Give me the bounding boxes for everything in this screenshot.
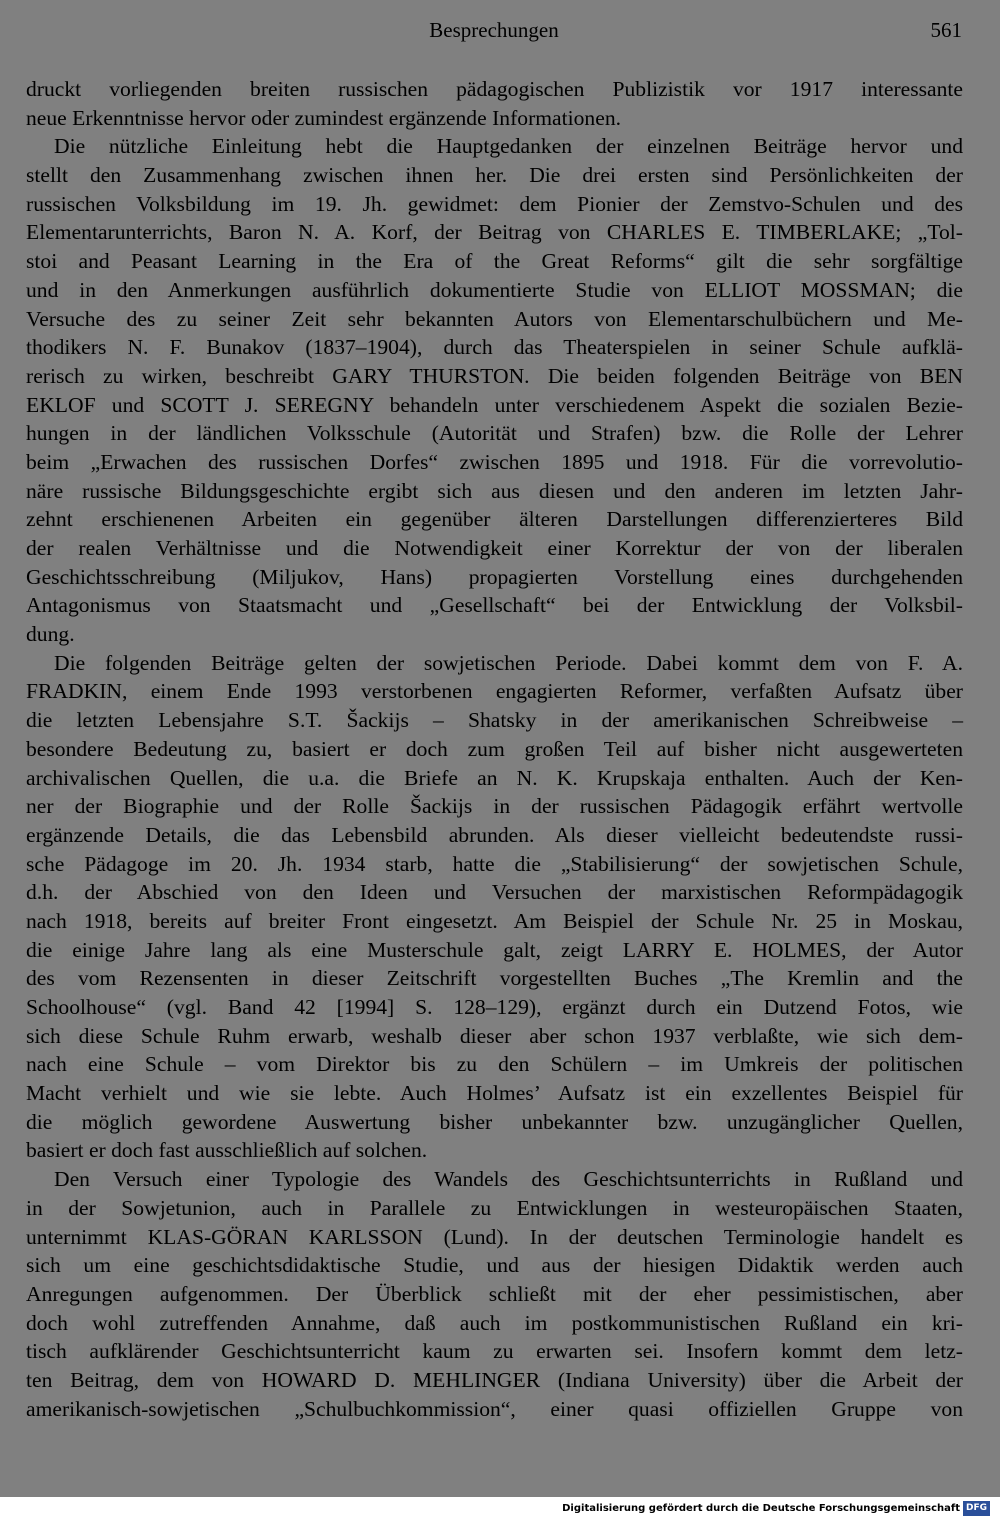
text-line: ergänzende Details, die das Lebensbild abrunden. Als dieser vielleicht bedeutendste russi- — [26, 822, 963, 847]
text-line: thodikers N. F. Bunakov (1837–1904), durch das Theaterspielen in seiner Schule aufklä- — [26, 335, 963, 360]
text-line: Antagonismus von Staatsmacht und „Gesellschaft“ bei der Entwicklung der Volksbil- — [26, 593, 963, 618]
text-line: amerikanisch-sowjetischen „Schulbuchkommission“, einer quasi offiziellen Gruppe von — [26, 1396, 963, 1421]
text-line: die letzten Lebensjahre S.T. Šackijs – Shatsky in der amerikanischen Schreibweise – — [26, 708, 963, 733]
text-line: neue Erkenntnisse hervor oder zumindest ergänzende Informationen. — [26, 105, 622, 130]
text-line: archivalischen Quellen, die u.a. die Briefe an N. K. Krupskaja enthalten. Auch der Ken- — [26, 765, 963, 790]
text-line: in der Sowjetunion, auch in Parallele zu Entwicklungen in westeuropäischen Staaten, — [26, 1195, 963, 1220]
text-line: besondere Bedeutung zu, basiert er doch zum großen Teil auf bisher nicht ausgewerteten — [26, 736, 963, 761]
text-line: Macht verhielt und wie sie lebte. Auch Holmes’ Aufsatz ist ein exzellentes Beispiel für — [26, 1081, 963, 1106]
running-title: Besprechungen — [429, 18, 559, 42]
text-line: die möglich gewordene Auswertung bisher unbekannter bzw. unzugänglicher Quellen, — [26, 1109, 963, 1134]
page-number: 561 — [930, 18, 962, 42]
text-line: Die folgenden Beiträge gelten der sowjetischen Periode. Dabei kommt dem von F. A. — [54, 650, 963, 675]
text-line: die einige Jahre lang als eine Musterschule galt, zeigt LARRY E. HOLMES, der Autor — [26, 937, 963, 962]
text-line: Den Versuch einer Typologie des Wandels des Geschichtsunterrichts in Rußland und — [54, 1167, 963, 1192]
text-line: stoi and Peasant Learning in the Era of the Great Reforms“ gilt die sehr sorgfältige — [26, 249, 963, 274]
dfg-logo: DFG — [963, 1501, 990, 1516]
text-line: rerisch zu wirken, beschreibt GARY THURSTON. Die beiden folgenden Beiträge von BEN — [26, 363, 963, 388]
footer — [0, 1497, 1000, 1520]
text-line: EKLOF und SCOTT J. SEREGNY behandeln unter verschiedenem Aspekt die sozialen Bezie- — [26, 392, 963, 417]
text-line: ten Beitrag, dem von HOWARD D. MEHLINGER (Indiana University) über die Arbeit der — [26, 1367, 963, 1392]
text-line: nach 1918, bereits auf breiter Front eingesetzt. Am Beispiel der Schule Nr. 25 in Moskau, — [26, 908, 963, 933]
text-line: Die nützliche Einleitung hebt die Hauptgedanken der einzelnen Beiträge hervor und — [54, 134, 963, 159]
text-line: sich um eine geschichtsdidaktische Studie, und aus der hiesigen Didaktik werden auch — [26, 1253, 963, 1278]
text-line: näre russische Bildungsgeschichte ergibt sich aus diesen und den anderen im letzten Jahr- — [26, 478, 963, 503]
text-line: und in den Anmerkungen ausführlich dokumentierte Studie von ELLIOT MOSSMAN; die — [26, 277, 963, 302]
text-line: zehnt erschienenen Arbeiten ein gegenüber älteren Darstellungen differenzierteres Bild — [26, 507, 963, 532]
text-line: Elementarunterrichts, Baron N. A. Korf, der Beitrag von CHARLES E. TIMBERLAKE; „Tol- — [26, 220, 963, 245]
text-line: basiert er doch fast ausschließlich auf solchen. — [26, 1138, 428, 1163]
text-line: stellt den Zusammenhang zwischen ihnen her. Die drei ersten sind Persönlichkeiten der — [26, 163, 963, 188]
text-line: Versuche des zu seiner Zeit sehr bekannten Autors von Elementarschulbüchern und Me- — [26, 306, 963, 331]
text-line: dung. — [26, 622, 75, 647]
text-line: beim „Erwachen des russischen Dorfes“ zwischen 1895 und 1918. Für die vorrevolutio- — [26, 449, 963, 474]
text-line: hungen in der ländlichen Volksschule (Autorität und Strafen) bzw. die Rolle der Lehrer — [26, 421, 963, 446]
text-line: doch wohl zutreffenden Annahme, daß auch im postkommunistischen Rußland ein kri- — [26, 1310, 963, 1335]
text-line: nach eine Schule – vom Direktor bis zu den Schülern – im Umkreis der politischen — [26, 1052, 963, 1077]
text-line: druckt vorliegenden breiten russischen pädagogischen Publizistik vor 1917 interessante — [26, 77, 963, 101]
page-header — [26, 18, 962, 48]
text-line: sche Pädagoge im 20. Jh. 1934 starb, hatte die „Stabilisierung“ der sowjetischen Schule, — [26, 851, 963, 876]
text-line: russischen Volksbildung im 19. Jh. gewidmet: dem Pionier der Zemstvo-Schulen und des — [26, 191, 963, 216]
text-line: tisch aufklärender Geschichtsunterricht kaum zu erwarten sei. Insofern kommt dem letz- — [26, 1339, 963, 1364]
text-line: ner der Biographie und der Rolle Šackijs in der russischen Pädagogik erfährt wertvolle — [26, 794, 963, 819]
text-line: des vom Rezensenten in dieser Zeitschrift vorgestellten Buches „The Kremlin and the — [26, 966, 963, 991]
text-line: Geschichtsschreibung (Miljukov, Hans) propagierten Vorstellung eines durchgehenden — [26, 564, 963, 589]
text-line: Anregungen aufgenommen. Der Überblick schließt mit der eher pessimistischen, aber — [26, 1281, 963, 1306]
body-text — [26, 75, 963, 1423]
text-line: Schoolhouse“ (vgl. Band 42 [1994] S. 128–129), ergänzt durch ein Dutzend Fotos, wie — [26, 995, 963, 1019]
digitization-credit: Digitalisierung gefördert durch die Deutsche Forschungsgemeinschaft — [562, 1503, 960, 1514]
text-line: unternimmt KLAS-GÖRAN KARLSSON (Lund). In der deutschen Terminologie handelt es — [26, 1224, 963, 1249]
text-line: FRADKIN, einem Ende 1993 verstorbenen engagierten Reformer, verfaßten Aufsatz über — [26, 679, 963, 704]
text-line: der realen Verhältnisse und die Notwendigkeit einer Korrektur der von der liberalen — [26, 536, 963, 560]
text-line: d.h. der Abschied von den Ideen und Versuchen der marxistischen Reformpädagogik — [26, 880, 963, 905]
text-line: sich diese Schule Ruhm erwarb, weshalb dieser aber schon 1937 verblaßte, wie sich dem- — [26, 1023, 963, 1048]
